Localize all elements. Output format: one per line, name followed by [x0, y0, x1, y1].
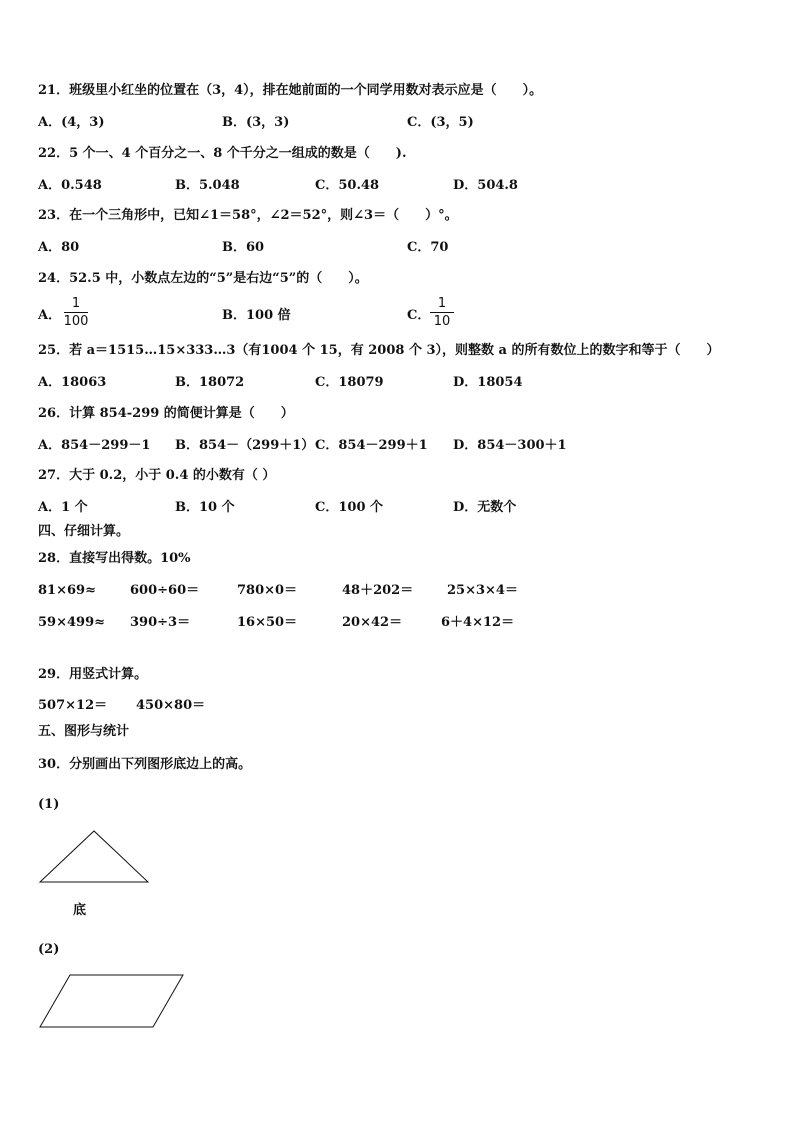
figure-1-base-label: 底	[73, 903, 87, 918]
fraction-numerator: 1	[437, 296, 447, 311]
fraction-denominator: 100	[63, 314, 89, 329]
q28-item: 59×499≈	[38, 615, 106, 630]
figure-2-label: (2)	[38, 942, 60, 957]
q25-option-b[interactable]: B．18072	[175, 375, 245, 390]
q27-stem: 27．大于 0.2，小于 0.4 的小数有（ ）	[38, 468, 276, 483]
q24-option-c-label[interactable]: C．	[407, 308, 431, 323]
q21-option-b[interactable]: B．(3，3)	[222, 115, 290, 130]
q28-stem: 28．直接写出得数。10%	[38, 551, 191, 566]
q29-item: 450×80＝	[136, 698, 206, 713]
fraction-numerator: 1	[71, 296, 81, 311]
q29-stem: 29．用竖式计算。	[38, 667, 148, 682]
q26-option-c[interactable]: C．854－299＋1	[315, 438, 428, 453]
q28-item: 6＋4×12＝	[441, 615, 515, 630]
q28-item: 16×50＝	[237, 615, 298, 630]
q22-option-c[interactable]: C．50.48	[315, 178, 380, 193]
q21-option-a[interactable]: A．(4，3)	[38, 115, 105, 130]
q22-option-b[interactable]: B．5.048	[175, 178, 240, 193]
q26-option-d[interactable]: D．854－300＋1	[453, 438, 567, 453]
q26-option-a[interactable]: A．854－299－1	[38, 438, 151, 453]
q22-option-a[interactable]: A．0.548	[38, 178, 102, 193]
q28-item: 600÷60＝	[130, 583, 200, 598]
q28-item: 48＋202＝	[342, 583, 414, 598]
q27-option-b[interactable]: B．10 个	[175, 500, 235, 515]
section-5-heading: 五、图形与统计	[38, 724, 130, 739]
section-4-heading: 四、仔细计算。	[38, 524, 130, 539]
q25-option-d[interactable]: D．18054	[453, 375, 523, 390]
q24-option-a-label[interactable]: A．	[38, 308, 62, 323]
q22-stem: 22．5 个一、4 个百分之一、8 个千分之一组成的数是（ ).	[38, 146, 407, 161]
q26-stem: 26．计算 854-299 的简便计算是（ ）	[38, 406, 294, 421]
q23-stem: 23．在一个三角形中，已知∠1＝58°，∠2＝52°，则∠3＝（ ）°。	[38, 208, 458, 223]
q28-item: 25×3×4＝	[447, 583, 518, 598]
q24-stem: 24．52.5 中，小数点左边的“5”是右边“5”的（ ）。	[38, 271, 368, 286]
q23-option-c[interactable]: C．70	[407, 240, 449, 255]
q28-item: 390÷3＝	[130, 615, 191, 630]
q27-option-a[interactable]: A．1 个	[38, 500, 88, 515]
parallelogram-shape[interactable]	[40, 975, 183, 1027]
q29-item: 507×12＝	[38, 698, 108, 713]
q23-option-b[interactable]: B．60	[222, 240, 265, 255]
q27-option-c[interactable]: C．100 个	[315, 500, 384, 515]
q23-option-a[interactable]: A．80	[38, 240, 80, 255]
figure-1-label: (1)	[38, 797, 60, 812]
q26-option-b[interactable]: B．854－（299＋1）	[175, 438, 315, 453]
fraction-denominator: 10	[433, 314, 451, 329]
q25-option-a[interactable]: A．18063	[38, 375, 107, 390]
q21-option-c[interactable]: C．(3，5)	[407, 115, 474, 130]
q28-item: 780×0＝	[237, 583, 298, 598]
q25-option-c[interactable]: C．18079	[315, 375, 384, 390]
q27-option-d[interactable]: D．无数个	[453, 500, 517, 515]
q28-item: 81×69≈	[38, 583, 96, 598]
q21-stem: 21．班级里小红坐的位置在（3，4），排在她前面的一个同学用数对表示应是（ ）。	[38, 83, 543, 98]
q25-stem: 25．若 a＝1515…15×333…3（有1004 个 15，有 2008 个 3），则整数 a 的所有数位上的数字和等于（ ）	[38, 343, 720, 358]
q22-option-d[interactable]: D．504.8	[453, 178, 518, 193]
q30-stem: 30．分别画出下列图形底边上的高。	[38, 757, 252, 772]
q28-item: 20×42＝	[342, 615, 403, 630]
q24-option-b[interactable]: B．100 倍	[222, 308, 291, 323]
